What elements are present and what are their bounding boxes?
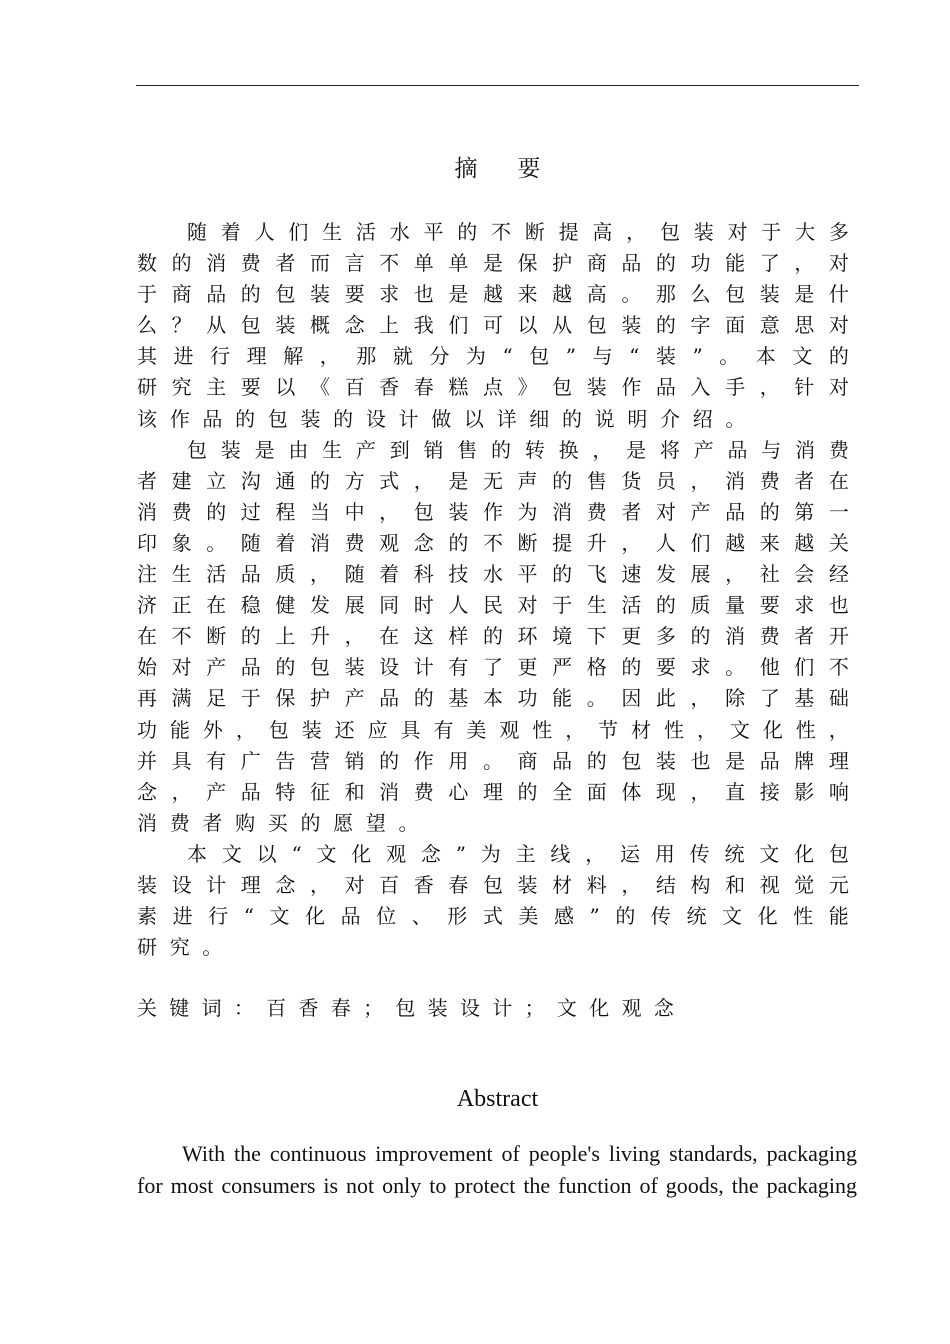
- english-abstract-body: [137, 1138, 857, 1201]
- abstract-line: 装 设 计 理 念 ， 对 百 香 春 包 装 材 料 ， 结 构 和 视 觉 元: [137, 872, 849, 897]
- abstract-line: 消 费 者 购 买 的 愿 望 。: [137, 810, 419, 835]
- abstract-line: 再 满 足 于 保 护 产 品 的 基 本 功 能 。 因 此 ， 除 了 基 础: [137, 686, 849, 711]
- chinese-abstract-title: 摘要: [454, 156, 581, 182]
- abstract-line: 消 费 的 过 程 当 中 ， 包 装 作 为 消 费 者 对 产 品 的 第 一: [137, 499, 849, 524]
- abstract-line: 研 究 。: [137, 935, 223, 960]
- abstract-line: 注 生 活 品 质 ， 随 着 科 技 水 平 的 飞 速 发 展 ， 社 会 经: [137, 562, 849, 587]
- english-abstract-title: Abstract: [456, 1086, 539, 1112]
- abstract-line: 数 的 消 费 者 而 言 不 单 单 是 保 护 商 品 的 功 能 了 ， 对: [137, 251, 849, 276]
- abstract-line: 并 具 有 广 告 营 销 的 作 用 。 商 品 的 包 装 也 是 品 牌 理: [137, 748, 849, 773]
- abstract-line: 者 建 立 沟 通 的 方 式 ， 是 无 声 的 售 货 员 ， 消 费 者 在: [137, 468, 849, 493]
- abstract-line: 其 进 行 理 解 ， 那 就 分 为 “ 包 ” 与 “ 装 ” 。 本 文 的: [137, 344, 849, 369]
- abstract-line: 念 ， 产 品 特 征 和 消 费 心 理 的 全 面 体 现 ， 直 接 影 响: [137, 779, 849, 804]
- keywords-line: 关 键 词 ： 百 香 春 ； 包 装 设 计 ； 文 化 观 念: [137, 996, 674, 1020]
- abstract-line: for most consumers is not only to protect the function of goods, the packaging: [137, 1172, 857, 1198]
- abstract-line: With the continuous improvement of people's living standards, packaging: [182, 1141, 857, 1166]
- abstract-line: 在 不 断 的 上 升 ， 在 这 样 的 环 境 下 更 多 的 消 费 者 开: [137, 624, 849, 649]
- header-rule: [136, 85, 859, 86]
- abstract-line: 印 象 。 随 着 消 费 观 念 的 不 断 提 升 ， 人 们 越 来 越 关: [137, 530, 849, 555]
- chinese-abstract-body: [137, 217, 849, 963]
- abstract-line: 功 能 外 ， 包 装 还 应 具 有 美 观 性 ， 节 材 性 ， 文 化 性 ，: [137, 717, 849, 742]
- abstract-line: 本 文 以 “ 文 化 观 念 ” 为 主 线 ， 运 用 传 统 文 化 包: [187, 841, 849, 866]
- abstract-line: 随 着 人 们 生 活 水 平 的 不 断 提 高 ， 包 装 对 于 大 多: [187, 220, 849, 244]
- abstract-line: 研 究 主 要 以 《 百 香 春 糕 点 》 包 装 作 品 入 手 ， 针 对: [137, 375, 849, 400]
- abstract-line: 于 商 品 的 包 装 要 求 也 是 越 来 越 高 。 那 么 包 装 是 什: [137, 282, 849, 307]
- abstract-line: 始 对 产 品 的 包 装 设 计 有 了 更 严 格 的 要 求 。 他 们 不: [137, 655, 849, 680]
- abstract-line: 么 ？ 从 包 装 概 念 上 我 们 可 以 从 包 装 的 字 面 意 思 对: [137, 313, 849, 338]
- abstract-line: 包 装 是 由 生 产 到 销 售 的 转 换 ， 是 将 产 品 与 消 费: [187, 437, 849, 462]
- abstract-line: 该 作 品 的 包 装 的 设 计 做 以 详 细 的 说 明 介 绍 。: [137, 406, 746, 431]
- abstract-line: 济 正 在 稳 健 发 展 同 时 人 民 对 于 生 活 的 质 量 要 求 也: [137, 593, 849, 618]
- abstract-line: 素 进 行 “ 文 化 品 位 、 形 式 美 感 ” 的 传 统 文 化 性 能: [137, 904, 849, 929]
